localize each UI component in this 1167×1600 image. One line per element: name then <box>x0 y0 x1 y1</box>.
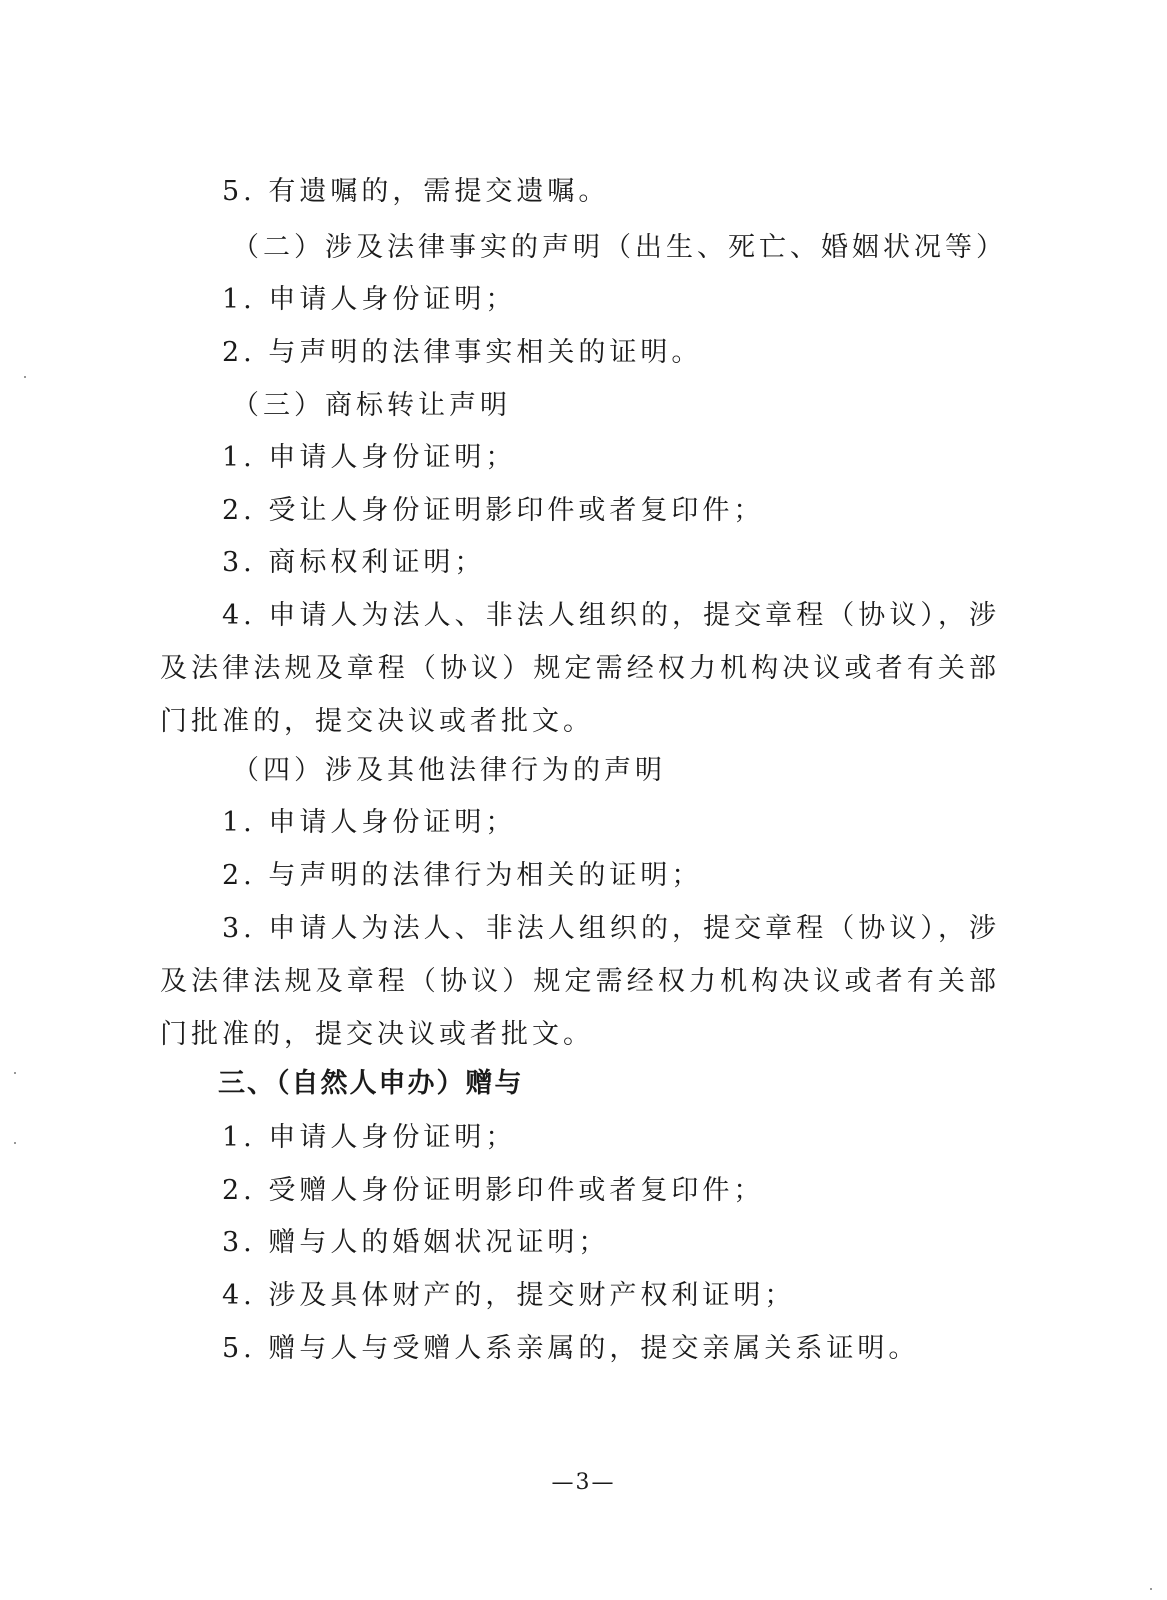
list-item: 5. 赠与人与受赠人系亲属的，提交亲属关系证明。 <box>222 1333 920 1364</box>
heading-other-legal-acts: （四）涉及其他法律行为的声明 <box>232 755 666 786</box>
paragraph-legal-person-docs: 4. 申请人为法人、非法人组织的，提交章程（协议），涉及法律法规及章程（协议）规定需经权力机构决议或者有关部门批准的，提交决议或者批文。 <box>160 600 1000 737</box>
scan-speck <box>14 1142 16 1144</box>
list-item: 1. 申请人身份证明； <box>222 284 517 315</box>
list-item: 1. 申请人身份证明； <box>222 442 517 473</box>
list-item: 2. 受赠人身份证明影印件或者复印件； <box>222 1175 765 1206</box>
list-item: 3. 赠与人的婚姻状况证明； <box>222 1227 610 1258</box>
list-item: 1. 申请人身份证明； <box>222 1122 517 1153</box>
scan-speck <box>24 376 26 378</box>
list-item: 2. 与声明的法律事实相关的证明。 <box>222 337 703 368</box>
line-will: 5. 有遗嘱的，需提交遗嘱。 <box>222 176 610 207</box>
list-item: 4. 涉及具体财产的，提交财产权利证明； <box>222 1280 796 1311</box>
section-heading-gift: 三、（自然人申办）赠与 <box>218 1068 524 1099</box>
page-number: —3— <box>551 1470 616 1495</box>
list-item: 2. 与声明的法律行为相关的证明； <box>222 860 703 891</box>
heading-legal-fact-statement: （二）涉及法律事实的声明（出生、死亡、婚姻状况等） <box>232 232 1007 263</box>
paragraph-legal-person-docs-2: 3. 申请人为法人、非法人组织的，提交章程（协议），涉及法律法规及章程（协议）规定需经权力机构决议或者有关部门批准的，提交决议或者批文。 <box>160 913 1000 1050</box>
list-item: 3. 商标权利证明； <box>222 547 486 578</box>
list-item: 2. 受让人身份证明影印件或者复印件； <box>222 495 765 526</box>
list-item: 1. 申请人身份证明； <box>222 807 517 838</box>
heading-trademark-transfer: （三）商标转让声明 <box>232 390 511 421</box>
scan-speck <box>1150 1588 1152 1590</box>
scan-speck <box>14 1072 16 1074</box>
